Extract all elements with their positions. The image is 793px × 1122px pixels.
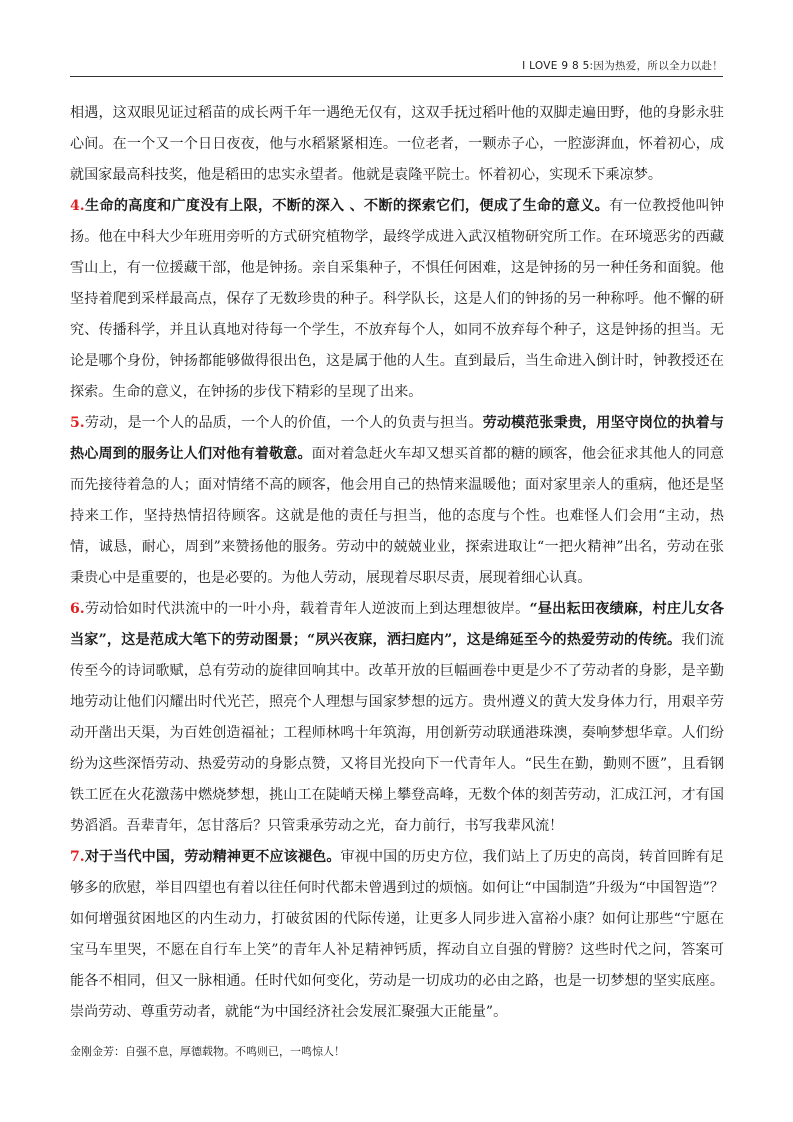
paragraph-bold: 对于当代中国，劳动精神更不应该褪色。 — [84, 849, 341, 865]
paragraph-text: 审视中国的历史方位，我们站上了历史的高岗，转首回眸有足够多的欣慰，举目四望也有着以往任何时代都未曾遇到过的烦恼。如何让“中国制造”升级为“中国智造”？如何增强贫困地区的内生动力，打破贫困的代际传递，让更多人同步进入富裕小康？如何让那些“宁愿在宝马车里哭，不愿在自行车上笑”的青年人补足精神钙质，挥动自立自强的臂膀？这些时代之问，答案可能各不相同，但又一脉相通。任时代如何变化，劳动是一切成功的必由之路，也是一切梦想的坚实底座。崇尚劳动、尊重劳动者，就能“为中国经济社会发展汇聚强大正能量”。 — [70, 849, 725, 1020]
page-header — [70, 52, 723, 77]
paragraph-lead: 劳动恰如时代洪流中的一叶小舟，载着青年人逆波而上到达理想彼岸。 — [84, 601, 530, 617]
paragraph-text: 我们流传至今的诗词歌赋，总有劳动的旋律回响其中。改革开放的巨幅画卷中更是少不了劳动者的身影，是辛勤地劳动让他们闪耀出时代光芒，照亮个人理想与国家梦想的远方。贵州遵义的黄大发身体力行，用艰辛劳动开凿出天渠，为百姓创造福祉；工程师林鸣十年筑海，用创新劳动联通港珠澳，奏响梦想华章。人们纷纷为这些深悟劳动、热爱劳动的身影点赞，又将目光投向下一代青年人。“民生在勤，勤则不匮”，且看钢铁工匠在火花激荡中燃烧梦想，挑山工在陡峭天梯上攀登高峰，无数个体的刻苦劳动，汇成江河，才有国势滔滔。吾辈青年，怎甘落后？只管秉承劳动之光，奋力前行，书写我辈风流！ — [70, 632, 725, 834]
paragraph-text: 相遇，这双眼见证过稻苗的成长两千年一遇绝无仅有，这双手抚过稻叶他的双脚走遍田野，他的身影永驻心间。在一个又一个日日夜夜，他与水稻紧紧相连。一位老者，一颗赤子心，一腔澎湃血，怀着初心，成就国家最高科技奖，他是稻田的忠实永望者。他就是袁隆平院士。怀着初心，实现禾下乘凉梦。 — [70, 105, 724, 183]
paragraph-text: 面对着急赶火车却又想买首都的糖的顾客，他会征求其他人的同意而先接待着急的人；面对情绪不高的顾客，他会用自己的热情来温暖他；面对家里亲人的重病，他还是坚持来工作，坚持热情招待顾客。这就是他的责任与担当，他的态度与个性。也难怪人们会用“主动，热情，诚恳，耐心，周到”来赞扬他的服务。劳动中的兢兢业业，探索进取让“一把火精神”出名，劳动在张秉贵心中是重要的，也是必要的。为他人劳动，展现着尽职尽责，展现着细心认真。 — [70, 446, 725, 586]
document-body — [70, 98, 724, 1028]
paragraph-bold: 劳动模范张秉贵，用坚守岗位的执着与热心周到的服务让人们对他有着敬意。 — [70, 415, 725, 462]
paragraph-bold: “昼出耘田夜绩麻，村庄儿女各当家”，这是范成大笔下的劳动图景；“夙兴夜寐，洒扫庭内”，这是绵延至今的热爱劳动的传统。 — [70, 601, 724, 648]
paragraph-number: 7. — [70, 849, 85, 865]
paragraph-number: 5. — [70, 415, 85, 431]
footer-text: 金刚金芳：自强不息，厚德载物。不鸣则已，一鸣惊人！ — [70, 1045, 345, 1058]
header-text: I LOVE 9 8 5:因为热爱，所以全力以赴！ — [522, 60, 723, 72]
page-footer — [70, 1043, 345, 1059]
paragraph-text: 有一位教授他叫钟扬。他在中科大少年班用旁听的方式研究植物学，最终学成进入武汉植物研究所工作。在环境恶劣的西藏雪山上，有一位援藏干部，他是钟扬。亲自采集种子，不惧任何困难，这是钟扬的另一种任务和面貌。他坚持着爬到采样最高点，保存了无数珍贵的种子。科学队长，这是人们的钟扬的另一种称呼。他不懈的研究、传播科学，并且认真地对待每一个学生，不放弃每个人，如同不放弃每个种子，这是钟扬的担当。无论是哪个身份，钟扬都能够做得很出色，这是属于他的人生。直到最后，当生命进入倒计时，钟教授还在探索。生命的意义，在钟扬的步伐下精彩的呈现了出来。 — [70, 198, 724, 400]
paragraph-lead: 劳动，是一个人的品质，一个人的价值，一个人的负责与担当。 — [84, 415, 483, 431]
paragraph-7 — [70, 842, 724, 1028]
paragraph-number: 6. — [70, 601, 85, 617]
paragraph-6 — [70, 594, 724, 842]
paragraph-number: 4. — [70, 198, 85, 214]
paragraph-intro — [70, 98, 724, 191]
paragraph-bold: 生命的高度和广度没有上限，不断的深入 、不断的探索它们，便成了生命的意义。 — [84, 198, 610, 214]
paragraph-5 — [70, 408, 724, 594]
paragraph-4 — [70, 191, 724, 408]
